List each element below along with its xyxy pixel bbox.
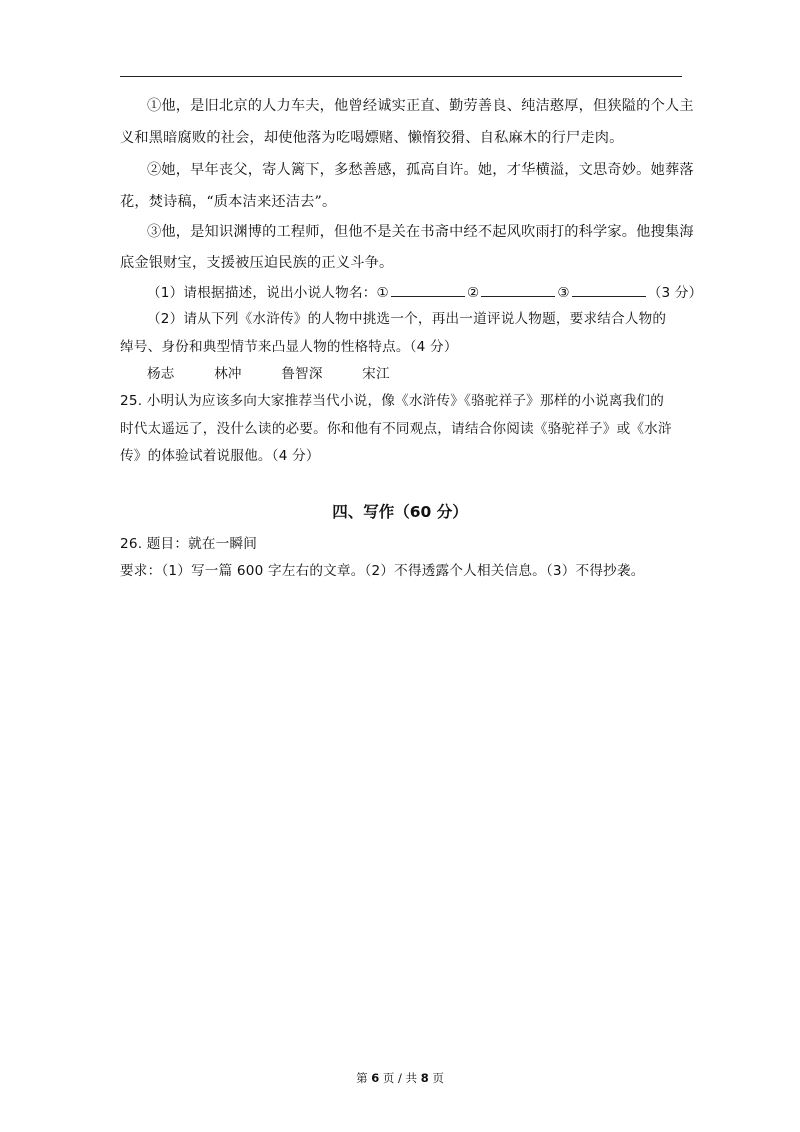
character-name: 杨志 [147, 366, 175, 382]
header-rule [120, 76, 682, 77]
question-1 [147, 282, 702, 303]
answer-blank-1[interactable] [391, 282, 465, 297]
character-name-list [147, 364, 425, 384]
current-page-number: 6 [371, 1071, 380, 1085]
footer-prefix: 第 [356, 1071, 372, 1085]
answer-blank-2[interactable] [481, 282, 555, 297]
question-2-line-2: 绰号、身份和典型情节来凸显人物的性格特点。（4 分） [120, 339, 458, 355]
footer-middle: 页 / 共 [379, 1071, 421, 1085]
passage-1-line-2: 义和黑暗腐败的社会，却使他落为吃喝嫖赌、懒惰狡猾、自私麻木的行尸走肉。 [120, 130, 624, 146]
question-26-topic: 26. 题目：就在一瞬间 [120, 536, 258, 552]
total-page-number: 8 [420, 1071, 429, 1085]
passage-2-line-2: 花，焚诗稿，“质本洁来还洁去”。 [120, 194, 337, 210]
passage-3-line-1: ③他，是知识渊博的工程师，但他不是关在书斋中经不起风吹雨打的科学家。他搜集海 [147, 224, 694, 240]
character-name: 林冲 [214, 366, 242, 382]
question-1-mark-2: ② [466, 285, 480, 301]
question-1-score: （3 分） [647, 285, 703, 301]
question-25-line-2: 时代太遥远了，没什么读的必要。你和他有不同观点，请结合你阅读《骆驼祥子》或《水浒 [120, 421, 672, 437]
footer-suffix: 页 [428, 1071, 444, 1085]
question-25-line-1: 25. 小明认为应该多向大家推荐当代小说，像《水浒传》《骆驼祥子》那样的小说离我们的 [120, 393, 665, 409]
question-25-line-3: 传》的体验试着说服他。（4 分） [120, 448, 320, 464]
character-name: 鲁智深 [281, 366, 323, 382]
answer-blank-3[interactable] [572, 282, 646, 297]
passage-2-line-1: ②她，早年丧父，寄人篱下，多愁善感，孤高自许。她，才华横溢，文思奇妙。她葬落 [147, 162, 694, 178]
question-2-line-1: （2）请从下列《水浒传》的人物中挑选一个，再出一道评说人物题，要求结合人物的 [147, 311, 667, 327]
passage-1-line-1: ①他，是旧北京的人力车夫，他曾经诚实正直、勤劳善良、纯洁憨厚，但狭隘的个人主 [147, 98, 694, 114]
passage-3-line-2: 底金银财宝，支援被压迫民族的正义斗争。 [120, 255, 394, 271]
question-1-mark-3: ③ [557, 285, 570, 301]
question-1-prefix: （1）请根据描述，说出小说人物名：① [147, 285, 389, 301]
question-26-requirements: 要求：（1）写一篇 600 字左右的文章。（2）不得透露个人相关信息。（3）不得抄袭。 [120, 563, 645, 579]
character-name: 宋江 [362, 366, 390, 382]
section-title: 四、写作（60 分） [332, 503, 468, 521]
page-footer [0, 1070, 800, 1086]
